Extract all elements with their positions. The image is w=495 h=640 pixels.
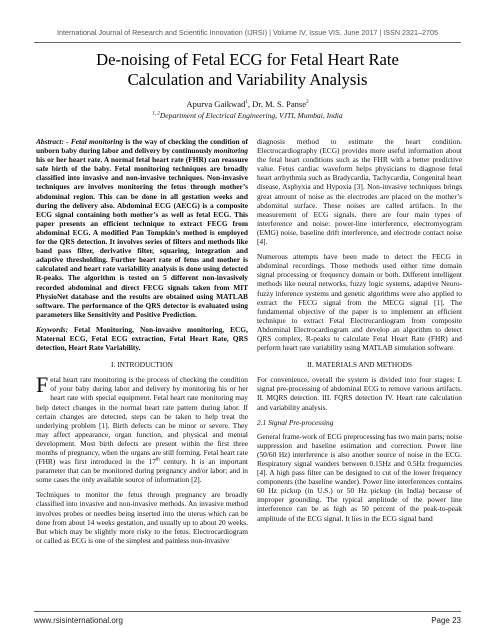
keywords-text: Fetal Monitoring, Non-invasive monitoring, ECG, Maternal ECG, Fetal ECG extraction, Fetal Heart Rate, QRS detection, Heart Rate Variability.: [36, 324, 248, 353]
author-1-sup: 1: [245, 100, 248, 106]
drop-cap: F: [36, 372, 49, 398]
keywords: [36, 325, 248, 352]
right-column: [257, 137, 462, 529]
abstract-italic: monitoring: [213, 146, 248, 156]
intro-text-1a: etal heart rate monitoring is the process of checking the condition of your baby during labor and delivery by monitoring his or her heart rate with special equipment. Fetal heart rate monitoring may help detect changes in the normal heart rate pattern during labor. If certain changes are detected, steps can be taken to help treat the underlying problem [1]. Birth defects can be minor or severe. They may affect appearance, organ function, and physical and mental development. Most birth defects are present within the first three months of pregnancy, when the organs are still forming. Fetal heart rate (FHR) was first introduced in the 17: [36, 375, 248, 467]
title-line-2: Calculation and Variability Analysis: [127, 70, 368, 89]
abstract-label: Abstract: -: [36, 137, 71, 146]
preprocessing-paragraph: General frame-work of ECG preprocessing has two main parts; noise suppression and baseline estimation and correction. Power line (50/60 Hz) interference is also another source of noise in the ECG. Respiratory signal wanders between 0.15Hz and 0.5Hz frequencies [4]. A high pass filter can be designed to cut of the lower frequency components (the baseline wander). Power line interferences contains 60 Hz pickup (in U.S.) or 50 Hz pickup (in India) because of improper grounding. The typical amplitude of the power line interference can be as high as 50 percent of the peak-to-peak amplitude of the ECG signal. It lies in the ECG signal band: [257, 431, 462, 523]
author-list: [0, 99, 495, 109]
methods-paragraph-1: For convenience, overall the system is divided into four stages: I. signal pre-processing of abdominal ECG to remove various artifacts. II. MQRS detection. III. FQRS detection IV. Heart rate calculation and variability analysis.: [257, 375, 462, 412]
page-number: Page 23: [431, 616, 461, 625]
title-line-1: De-noising of Fetal ECG for Fetal Heart Rate: [96, 50, 399, 69]
intro-paragraph-2: Techniques to monitor the fetus through pregnancy are broadly classified into invasive and non-invasive methods. An invasive method involves probes or needles being inserted into the uterus which can be done from about 14 weeks gestation, and usually up to about 20 weeks. But which may be slightly more risky to the fetus. Electrocardiogram or called as ECG is one of the simplest and painless non-invasive: [36, 490, 248, 545]
footer-divider: [34, 611, 461, 612]
intro-paragraph-1: [36, 372, 248, 485]
paper-title: [30, 50, 465, 90]
section-heading-introduction: I. INTRODUCTION: [111, 360, 173, 370]
intro-text-1b: century. It is an important parameter that can be monitored during pregnancy and/or labor; and in some cases the only available source of information [2].: [36, 457, 248, 485]
subsection-heading-preprocessing: 2.1 Signal Pre-processing: [257, 417, 334, 427]
author-2-sup: 2: [306, 100, 309, 106]
affiliation-text: Department of Electrical Engineering, VJTI, Mumbai, India: [159, 111, 343, 120]
abstract-text-2: his or her heart rate. A normal fetal heart rate (FHR) can reassure safe birth of the baby. Fetal monitoring techniques are broadly classified into invasive and non-invasive techniques. Non-invasive techniques are involves monitoring the fetus through mother’s abdominal region. This can be done in all gestation weeks and during the delivery also. Abdominal ECG (AECG) is a composite ECG signal containing both mother’s as well as fetal ECG. This paper presents an efficient technique to extract FECG from abdominal ECG. A modified Pan Tompkin’s method is employed for the QRS detection. It involves series of filters and methods like band pass filter, derivative filter, squaring, integration and adaptive thresholding. Further heart rate of fetus and mother is calculated and heart rate variability analysis is done using detected R-peaks. The algorithm is tested on 5 different non-invasively recorded abdominal and direct FECG signals taken from MIT PhysioNet database and the results are obtained using MATLAB software. The performance of the QRS detector is evaluated using parameters like Sensitivity and Positive Prediction.: [36, 155, 248, 319]
journal-header: International Journal of Research and Scientific Innovation (IJRSI) | Volume IV, Issue VIS, June 2017 | ISSN 2321–2705: [56, 28, 439, 37]
keywords-label: Keywords:: [36, 324, 69, 334]
abstract-lead: Fetal monitoring: [70, 137, 124, 146]
section-heading-materials: II. MATERIALS AND METHODS: [306, 360, 413, 370]
affiliation: [0, 111, 495, 120]
author-1: Apurva Gaikwad: [186, 99, 246, 109]
left-column: [36, 137, 248, 551]
footer-url: www.rsisinternational.org: [34, 616, 123, 625]
intro-sup: th: [155, 457, 160, 463]
right-paragraph-1: diagnosis method to estimate the heart condition. Electrocardiography (ECG) provides more useful information about the fetal heart conditions such as the FHR with a better predictive value. Fetus cardiac waveform helps physicians to diagnose fetal heart arrhythmia such as Bradycardia, Tachycardia, Congenital heart disease, Asphyxia and Hypoxia [3]. Non-invasive techniques brings great amount of noise as the electrodes are placed on the mother’s abdominal surface. These noises are called artifacts. In the measurement of ECG signals, there are four main types of interference and noise: power-line interference, electromyogram (EMG) noise, baseline drift interference, and electrode contact noise [4].: [257, 137, 462, 247]
abstract: [36, 137, 248, 319]
abstract-text-1: is the way of checking the condition of unborn baby during labor and delivery by continuously: [36, 137, 249, 156]
affiliation-sup: 1, 2: [152, 111, 160, 117]
right-paragraph-2: Numerous attempts have been made to detect the FECG in abdominal recordings. Those methods used either time domain signal processing or frequency domain or both. Different intelligent methods like neural networks, fuzzy logic systems, adaptive Neuro-fuzzy inference systems and genetic algorithms were also applied to extract the FECG signal from the MECG signal [1]. The fundamental objective of the paper is to implement an efficient technique to extract Fetal Electrocardiogram from composite Abdominal Electrocardiogram and develop an algorithm to detect QRS complex, R-peaks to calculate Fetal Heart Rate (FHR) and perform heart rate variability using MATLAB simulation software.: [257, 252, 462, 353]
author-2: , Dr. M. S. Panse: [247, 99, 307, 109]
header-divider: [34, 42, 461, 43]
